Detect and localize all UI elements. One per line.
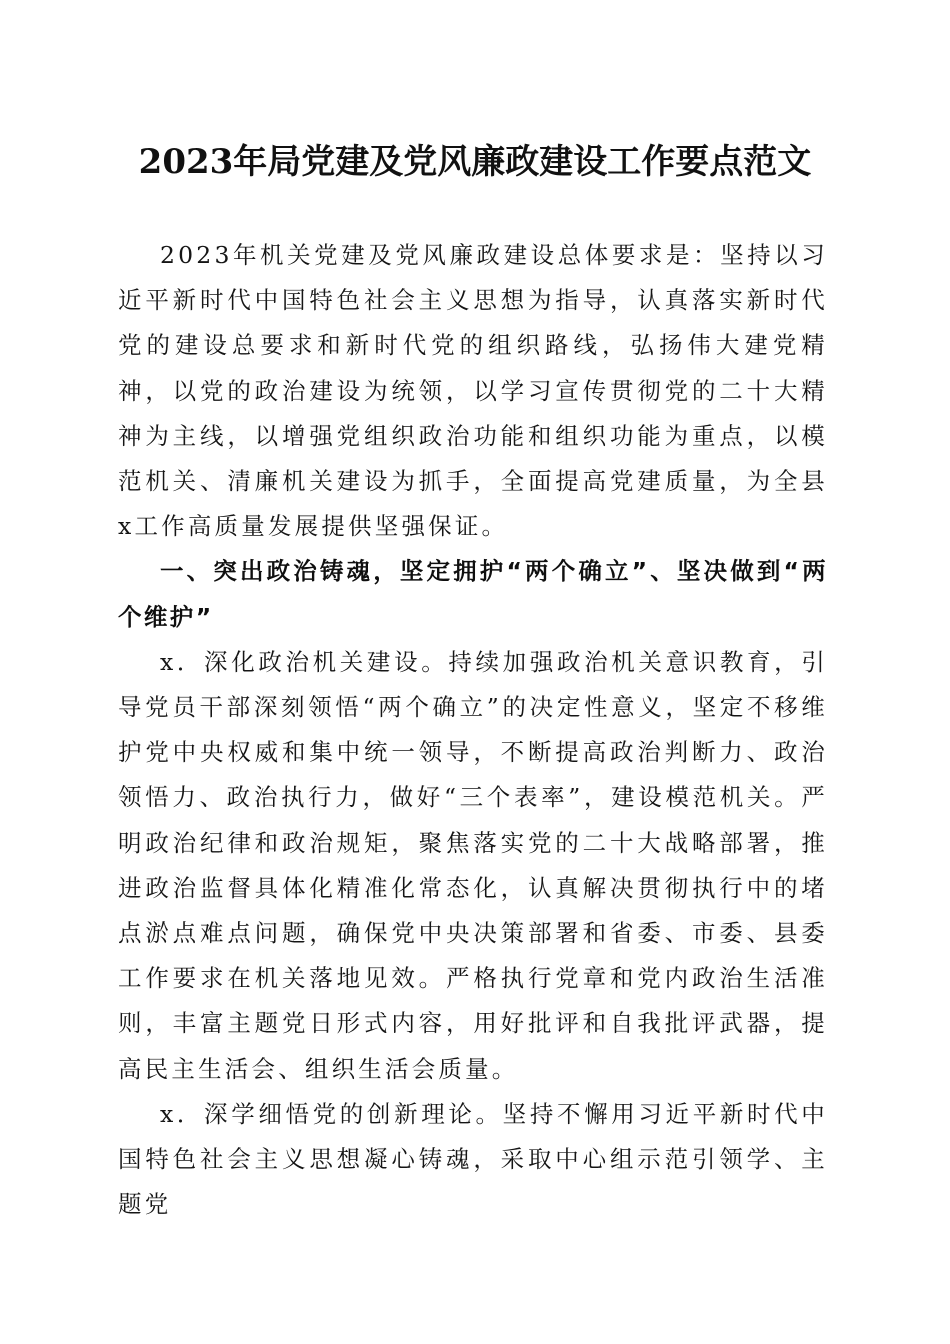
document-body — [118, 233, 828, 1227]
section-heading-1: 一、突出政治铸魂，坚定拥护“两个确立”、坚决做到“两个维护” — [118, 557, 828, 631]
paragraph-political-organ-building: x．深化政治机关建设。持续加强政治机关意识教育，引导党员干部深刻领悟“两个确立”的决定性意义，坚定不移维护党中央权威和集中统一领导，不断提高政治判断力、政治领悟力、政治执行力，做好“三个表率”，建设模范机关。严明政治纪律和政治规矩，聚焦落实党的二十大战略部署，推进政治监督具体化精准化常态化，认真解决贯彻执行中的堵点淤点难点问题，确保党中央决策部署和省委、市委、县委工作要求在机关落地见效。严格执行党章和党内政治生活准则，丰富主题党日形式内容，用好批评和自我批评武器，提高民主生活会、组织生活会质量。 — [118, 647, 828, 1083]
paragraph-innovation-theory: x．深学细悟党的创新理论。坚持不懈用习近平新时代中国特色社会主义思想凝心铸魂，采取中心组示范引领学、主题党 — [118, 1099, 828, 1219]
paragraph-overall-requirements: 2023年机关党建及党风廉政建设总体要求是：坚持以习近平新时代中国特色社会主义思想为指导，认真落实新时代党的建设总要求和新时代党的组织路线，弘扬伟大建党精神，以党的政治建设为统领，以学习宣传贯彻党的二十大精神为主线，以增强党组织政治功能和组织功能为重点，以模范机关、清廉机关建设为抓手，全面提高党建质量，为全县x工作高质量发展提供坚强保证。 — [118, 241, 828, 541]
document-title: 2023年局党建及党风廉政建设工作要点范文 — [138, 142, 812, 182]
